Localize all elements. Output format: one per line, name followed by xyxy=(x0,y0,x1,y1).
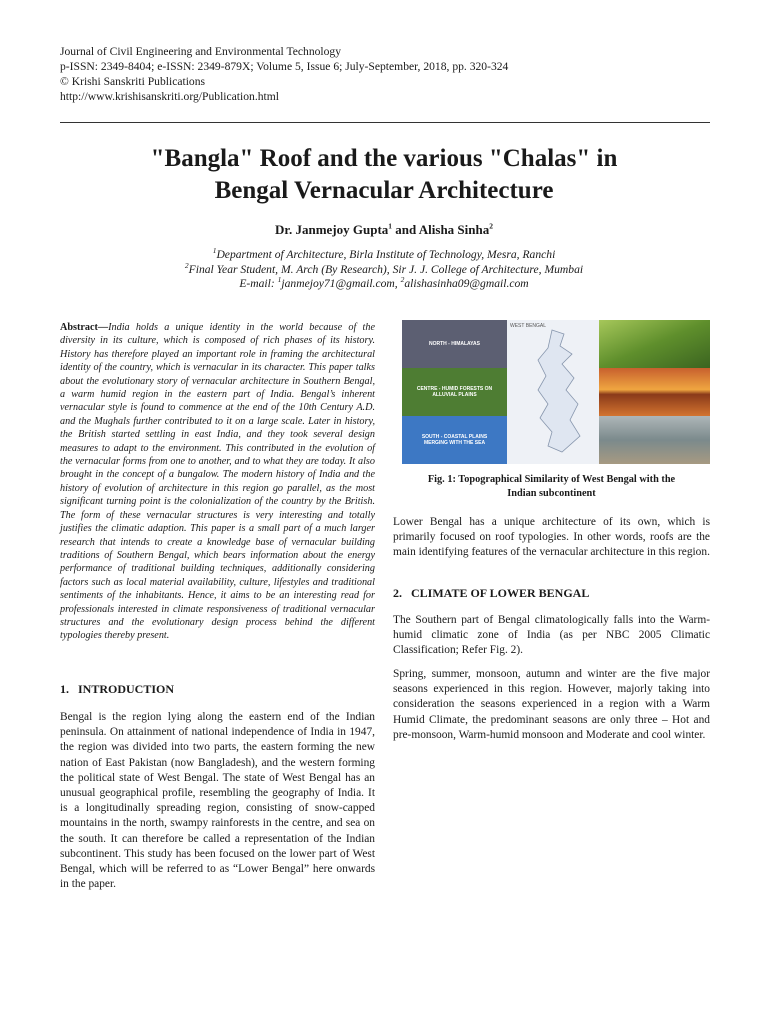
author-list xyxy=(0,222,768,238)
email-1-sup: 1 xyxy=(277,275,282,285)
affiliation-2-sup: 2 xyxy=(184,260,189,270)
climate-paragraph-1: The Southern part of Bengal climatologically falls into the Warm-humid climatic zone of India (as per NBC 2005 Climatic Classification; Refer Fig. 2). xyxy=(393,614,710,657)
journal-issn: p-ISSN: 2349-8404; e-ISSN: 2349-879X; Volume 5, Issue 6; July-September, 2018, pp. 320-324 xyxy=(60,60,509,73)
journal-publisher: © Krishi Sanskriti Publications xyxy=(60,75,206,88)
journal-name: Journal of Civil Engineering and Environmental Technology xyxy=(60,45,342,58)
affiliation-1-sup: 1 xyxy=(212,246,217,256)
email-prefix: E-mail: xyxy=(239,277,278,290)
photo-river-sunset xyxy=(599,368,710,416)
abstract xyxy=(60,321,375,643)
section-heading-climate: 2. CLIMATE OF LOWER BENGAL xyxy=(393,586,590,600)
photo-sea-coast xyxy=(599,416,710,464)
north-band-label: NORTH - HIMALAYAS xyxy=(428,341,481,347)
email-2-sup: 2 xyxy=(400,275,405,285)
south-band-label: SOUTH - COASTAL PLAINS MERGING WITH THE SEA xyxy=(421,434,488,446)
email-line xyxy=(0,277,768,292)
caption-line-2: Indian subcontinent xyxy=(507,487,596,499)
title-line-2: Bengal Vernacular Architecture xyxy=(214,177,554,204)
author-2-sup: 2 xyxy=(489,221,493,231)
section-heading-introduction: 1. INTRODUCTION xyxy=(60,682,175,696)
author-2: Alisha Sinha xyxy=(418,222,490,237)
author-and: and xyxy=(392,222,419,237)
affiliation-1 xyxy=(0,248,768,263)
affiliation-2 xyxy=(0,260,768,278)
email-2[interactable]: alishasinha09@gmail.com xyxy=(404,277,529,290)
affiliation-2-text: Final Year Student, M. Arch (By Research), Sir J. J. College of Architecture, Mumbai xyxy=(188,262,584,276)
paper-title xyxy=(0,143,768,207)
caption-line-1: Fig. 1: Topographical Similarity of West Bengal with the xyxy=(427,474,676,485)
centre-band-label: CENTRE - HUMID FORESTS ON ALLUVIAL PLAINS xyxy=(416,386,493,398)
author-1-sup: 1 xyxy=(388,221,393,231)
affiliations xyxy=(0,248,768,292)
journal-header xyxy=(60,44,508,104)
figure-1 xyxy=(402,320,710,464)
author-1: Dr. Janmejoy Gupta xyxy=(275,222,389,237)
affiliation-1-text: Department of Architecture, Birla Institute of Technology, Mesra, Ranchi xyxy=(216,248,556,261)
map-title: WEST BENGAL xyxy=(510,323,547,329)
email-1[interactable]: janmejoy71@gmail.com, xyxy=(281,277,401,290)
introduction-text: Bengal is the region lying along the eastern end of the Indian peninsula. On attainment of national independence of India in 1947, the region was divided into two parts, the eastern forming the new nation of East Pakistan (now Bangladesh), and the western forming the political state of West Bengal. The state of West Bengal has an unusual geographical profile, resembling the geography of India. It is a longitudinally spreading region, consisting of snow-capped mountains in the north, swampy rainforests in the centre, and sea on the south. It can therefore be called a representation of the Indian subcontinent. This study has been focused on the lower part of West Bengal, which will be referred to as “Lower Bengal” here onwards in the paper. xyxy=(60,711,375,891)
abstract-label: Abstract— xyxy=(60,322,109,333)
abstract-text: India holds a unique identity in the world because of the diversity in its culture, which is composed of rich phases of its history. History has therefore played an important role in framing the architectural identity of the country, which is vernacular in its character. This paper talks about the evolutionary story of vernacular architecture in Southern Bengal, a warm humid region in the eastern part of India. Bengal’s inherent vernacular style is found to commence at the end of the 10th Century A.D. and the Mughals further contributed to it on a large scale. Later in history, the British started settling in east India, and they took several design measures to adapt to the environment. This contributed in the evolution of the vernacular forms from one to another, and to what they are today. It also brought in the concept of a bungalow. The modern history of India and the history of evolution of architecture in this region go parallel, as the most significant turning point is the colonialization of the country by the British. The form of these vernacular structures is very interesting and totally justifies the climatic adaption. This paper is a small part of a much larger research that intends to create a knowledge base of vernacular building traditions of Southern Bengal, which bears information about the energy performance of traditional building techniques, additionally considering factors such as local material availability, culture, lifestyles and traditional sentiments of the inhabitants. Hence, it aims to be an interesting read for professionals interested in climate responsiveness of traditional vernacular structures and the evolutionary design process behind the different typologies thereby present. xyxy=(60,322,375,642)
climate-paragraph-2: Spring, summer, monsoon, autumn and winter are the five major seasons experienced in this region. However, majorly taking into consideration the seasons experienced in a region with a Warm Humid Climate, the predominant seasons are only three – Hot and pre-monsoon, Warm-humid monsoon and Moderate and cool winter. xyxy=(393,668,710,741)
title-line-1: "Bangla" Roof and the various "Chalas" in xyxy=(150,145,618,172)
header-divider xyxy=(60,122,710,123)
lower-bengal-paragraph: Lower Bengal has a unique architecture of its own, which is primarily focused on roof typologies. In other words, roofs are the main identifying features of the vernacular architecture in this region. xyxy=(393,516,710,559)
photo-tea-garden xyxy=(599,320,710,368)
figure-1-caption xyxy=(393,473,710,500)
journal-url[interactable]: http://www.krishisanskriti.org/Publication.html xyxy=(60,90,279,103)
